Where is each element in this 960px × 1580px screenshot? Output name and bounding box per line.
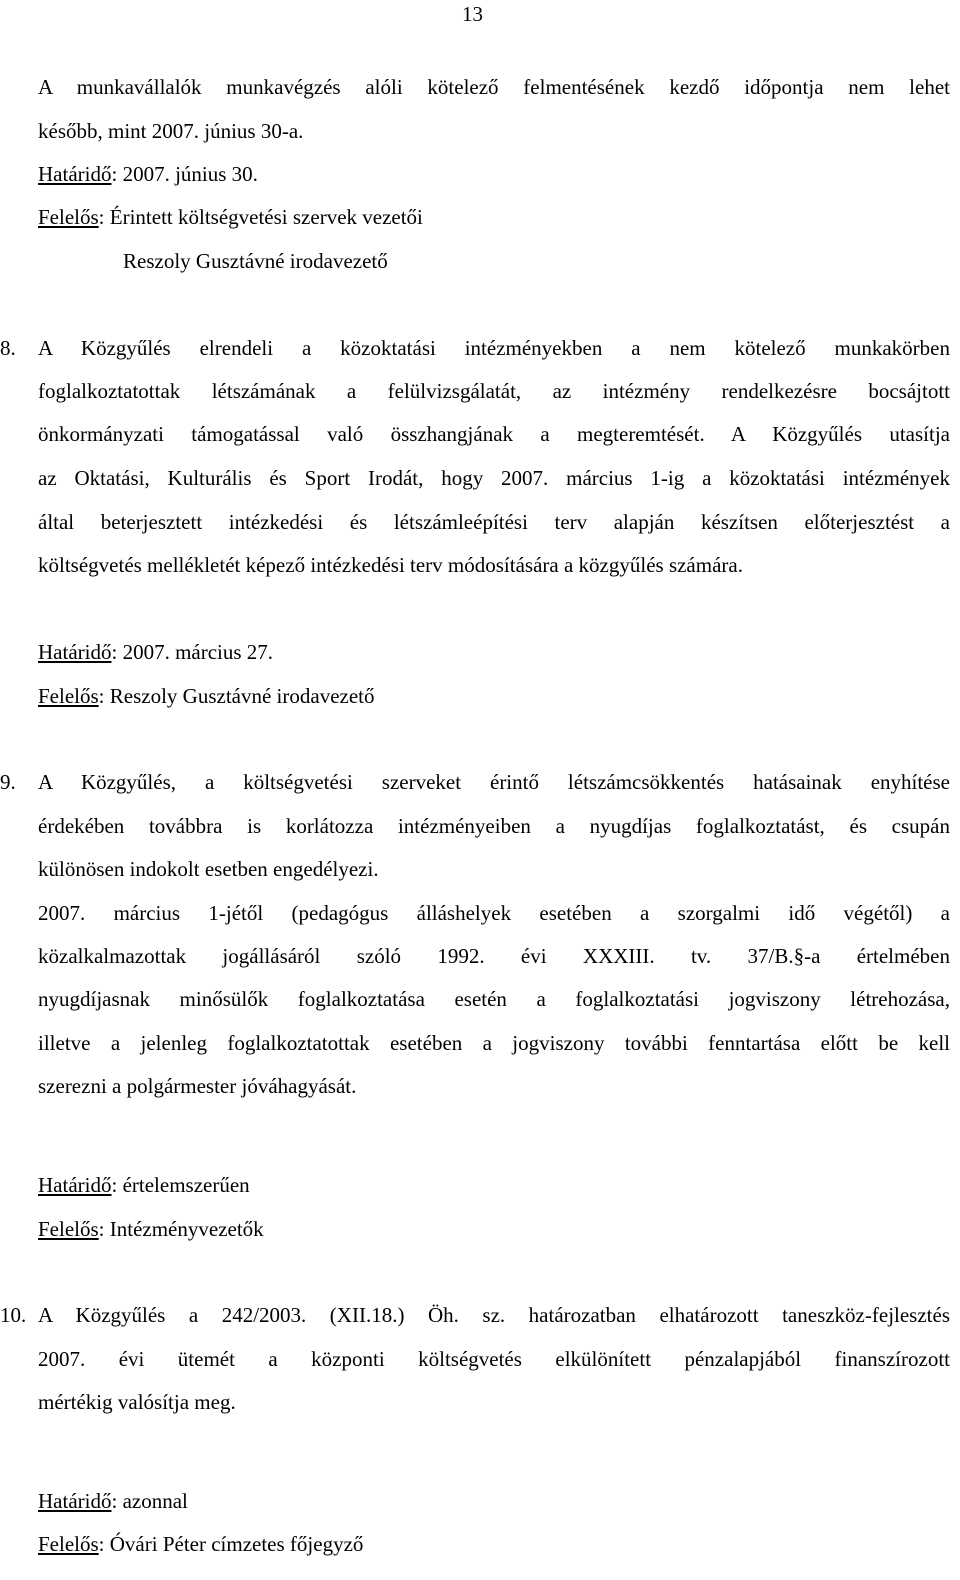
item-9-line-3: különösen indokolt esetben engedélyezi. <box>38 857 379 881</box>
deadline-value: : 2007. június 30. <box>111 162 258 186</box>
item-8-deadline <box>38 639 950 665</box>
responsible-label: Felelős <box>38 684 99 708</box>
deadline-value: : azonnal <box>111 1489 188 1513</box>
item-9-line-1: A Közgyűlés, a költségvetési szerveket érintő létszámcsökkentés hatásainak enyhítése <box>38 770 950 794</box>
responsible-label: Felelős <box>38 1217 99 1241</box>
responsible-value: : Érintett költségvetési szervek vezetői <box>98 205 423 229</box>
deadline-label: Határidő <box>38 162 112 186</box>
item-8-line-3: önkormányzati támogatással való összhangjának a megteremtését. A Közgyűlés utasítja <box>38 422 950 446</box>
item-8-line-5: által beterjesztett intézkedési és létszámleépítési terv alapján készítsen előterjesztést a <box>38 510 950 534</box>
responsible-value: : Óvári Péter címzetes főjegyző <box>98 1532 364 1556</box>
deadline-value: : 2007. március 27. <box>111 640 274 664</box>
page-number: 13 <box>462 2 483 26</box>
item-number: 10. <box>0 1303 27 1327</box>
responsible-value: : Reszoly Gusztávné irodavezető <box>98 684 375 708</box>
responsible-value: : Intézményvezetők <box>98 1217 264 1241</box>
intro-line-2: később, mint 2007. június 30-a. <box>38 119 304 143</box>
deadline-label: Határidő <box>38 640 112 664</box>
intro-responsible-2: Reszoly Gusztávné irodavezető <box>123 249 388 273</box>
item-number: 9. <box>0 770 16 794</box>
deadline-label: Határidő <box>38 1489 112 1513</box>
item-10-line-1: A Közgyűlés a 242/2003. (XII.18.) Öh. sz. határozatban elhatározott taneszköz-fejlesztés <box>38 1303 950 1327</box>
item-9-responsible <box>38 1216 950 1242</box>
deadline-value: : értelemszerűen <box>111 1173 250 1197</box>
item-10-line-2: 2007. évi ütemét a központi költségvetés elkülönített pénzalapjából finanszírozott <box>38 1347 950 1371</box>
item-9-line-4: 2007. március 1-jétől (pedagógus álláshelyek esetében a szorgalmi idő végétől) a <box>38 901 950 925</box>
item-8-line-6: költségvetés mellékletét képező intézkedési terv módosítására a közgyűlés számára. <box>38 553 743 577</box>
item-8-line-1: A Közgyűlés elrendeli a közoktatási intézményekben a nem kötelező munkakörben <box>38 336 950 360</box>
intro-deadline <box>38 161 950 187</box>
deadline-label: Határidő <box>38 1173 112 1197</box>
item-8-line-2: foglalkoztatottak létszámának a felülvizsgálatát, az intézmény rendelkezésre bocsájtott <box>38 379 950 403</box>
item-9-deadline <box>38 1172 950 1198</box>
responsible-label: Felelős <box>38 205 99 229</box>
item-9-line-8: szerezni a polgármester jóváhagyását. <box>38 1074 357 1098</box>
intro-line-1: A munkavállalók munkavégzés alóli kötelező felmentésének kezdő időpontja nem lehet <box>38 75 950 99</box>
item-8-line-4: az Oktatási, Kulturális és Sport Irodát, hogy 2007. március 1-ig a közoktatási intézmények <box>38 466 950 490</box>
item-10-deadline <box>38 1488 950 1514</box>
responsible-label: Felelős <box>38 1532 99 1556</box>
item-9-line-5: közalkalmazottak jogállásáról szóló 1992. évi XXXIII. tv. 37/B.§-a értelmében <box>38 944 950 968</box>
item-9-line-6: nyugdíjasnak minősülők foglalkoztatása esetén a foglalkoztatási jogviszony létrehozása, <box>38 987 950 1011</box>
item-number: 8. <box>0 336 16 360</box>
item-10-responsible <box>38 1531 950 1557</box>
item-8-responsible <box>38 683 950 709</box>
item-9-line-7: illetve a jelenleg foglalkoztatottak esetében a jogviszony további fenntartása előtt be kell <box>38 1031 950 1055</box>
item-9-line-2: érdekében továbbra is korlátozza intézményeiben a nyugdíjas foglalkoztatást, és csupán <box>38 814 950 838</box>
item-10-line-3: mértékig valósítja meg. <box>38 1390 236 1414</box>
intro-responsible <box>38 204 950 230</box>
